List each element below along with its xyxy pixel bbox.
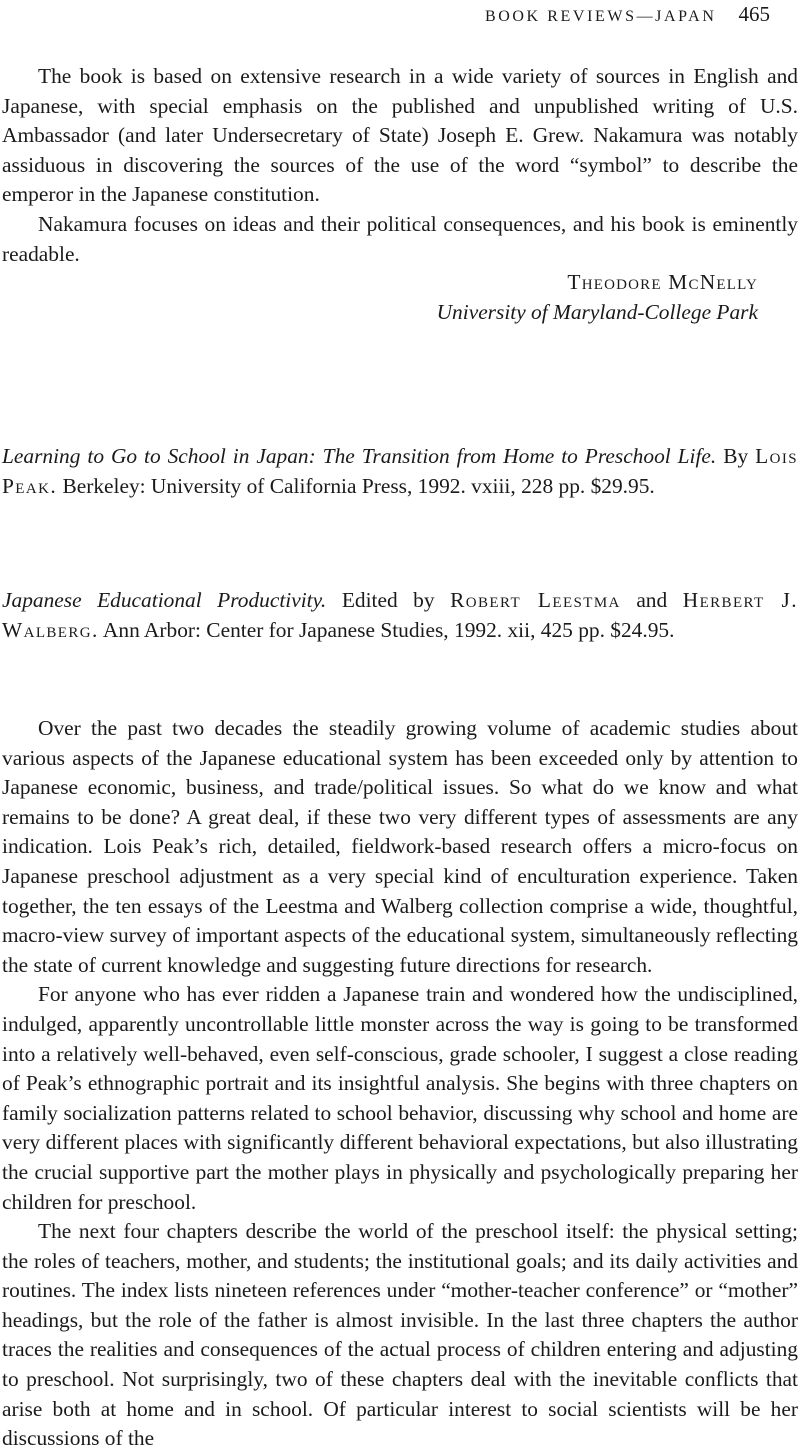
citation-text — [2, 586, 798, 645]
reviewer-name: Theodore McNelly — [567, 270, 758, 294]
running-head — [485, 2, 770, 26]
citation-publication: Berkeley: University of California Press, 1992. vxiii, 228 pp. $29.95. — [62, 473, 655, 498]
citation-publication: Ann Arbor: Center for Japanese Studies, 1992. xii, 425 pp. $24.95. — [102, 617, 675, 642]
review-body — [2, 714, 798, 1454]
citation-edited-by: Edited by — [341, 588, 435, 612]
reviewer-affiliation: University of Maryland-College Park — [436, 299, 758, 324]
review-paragraph: The next four chapters describe the world of the preschool itself: the physical setting; the roles of teachers, mother, and students; the institutional goals; and its daily activities and routines. The index lists nineteen references under “mother-teacher conference” or “mother” headings, but the role of the father is almost invisible. In the last three chapters the author traces the realities and consequences of the actual process of children entering and adjusting to preschool. Not surprisingly, two of these chapters deal with the inevitable conflicts that arise both at home and in school. Of particular interest to social scientists will be her discussions of the — [2, 1219, 798, 1451]
book-title: Learning to Go to School in Japan: The Transition from Home to Preschool Life. — [2, 444, 717, 468]
reviewer-signature — [437, 268, 758, 327]
citation-text — [2, 442, 798, 501]
citation-editor: Robert Leestma — [450, 588, 621, 612]
prior-review-paragraph: The book is based on extensive research in a wide variety of sources in English and Japanese, with special emphasis on the published and unpublished writing of U.S. Ambassador (and later Undersecretary of State) Joseph E. Grew. Nakamura was notably assiduous in discovering the sources of the use of the word “symbol” to describe the emperor in the Japanese constitution. — [2, 64, 798, 207]
citation-by: By — [723, 444, 749, 468]
citation-2 — [2, 586, 798, 645]
citation-and: and — [636, 588, 668, 612]
review-paragraph: Over the past two decades the steadily growing volume of academic studies about various aspects of the Japanese educational system has been exceeded only by attention to Japanese economic, business, and trade/political issues. So what do we know and what remains to be done? A great deal, if these two very different types of assessments are any indication. Lois Peak’s rich, detailed, fieldwork-based research offers a micro-focus on Japanese preschool adjustment as a very special kind of enculturation experience. Taken together, the ten essays of the Leestma and Walberg collection comprise a wide, thoughtful, macro-view survey of important aspects of the educational system, simultaneously reflecting the state of current knowledge and suggesting future directions for research. — [2, 716, 798, 977]
prior-review-paragraph: Nakamura focuses on ideas and their political consequences, and his book is eminently readable. — [2, 211, 798, 266]
book-title: Japanese Educational Productivity. — [2, 588, 327, 612]
running-title: BOOK REVIEWS—JAPAN — [484, 8, 717, 25]
citation-1 — [2, 442, 798, 501]
citation-author: Lois Peak. — [2, 444, 798, 498]
prior-review-text — [2, 62, 798, 269]
page-number: 465 — [738, 2, 770, 26]
citation-editor: Herbert J. Walberg. — [2, 588, 798, 642]
review-paragraph: For anyone who has ever ridden a Japanese train and wondered how the undisciplined, indulged, apparently uncontrollable little monster across the way is going to be transformed into a relatively well-behaved, even self-conscious, grade schooler, I suggest a close reading of Peak’s ethnographic portrait and its insightful analysis. She begins with three chapters on family socialization patterns related to school behavior, discussing why school and home are very different places with significantly different behavioral expectations, but also illustrating the crucial supportive part the mother plays in physically and psychologically preparing her children for preschool. — [2, 982, 798, 1214]
